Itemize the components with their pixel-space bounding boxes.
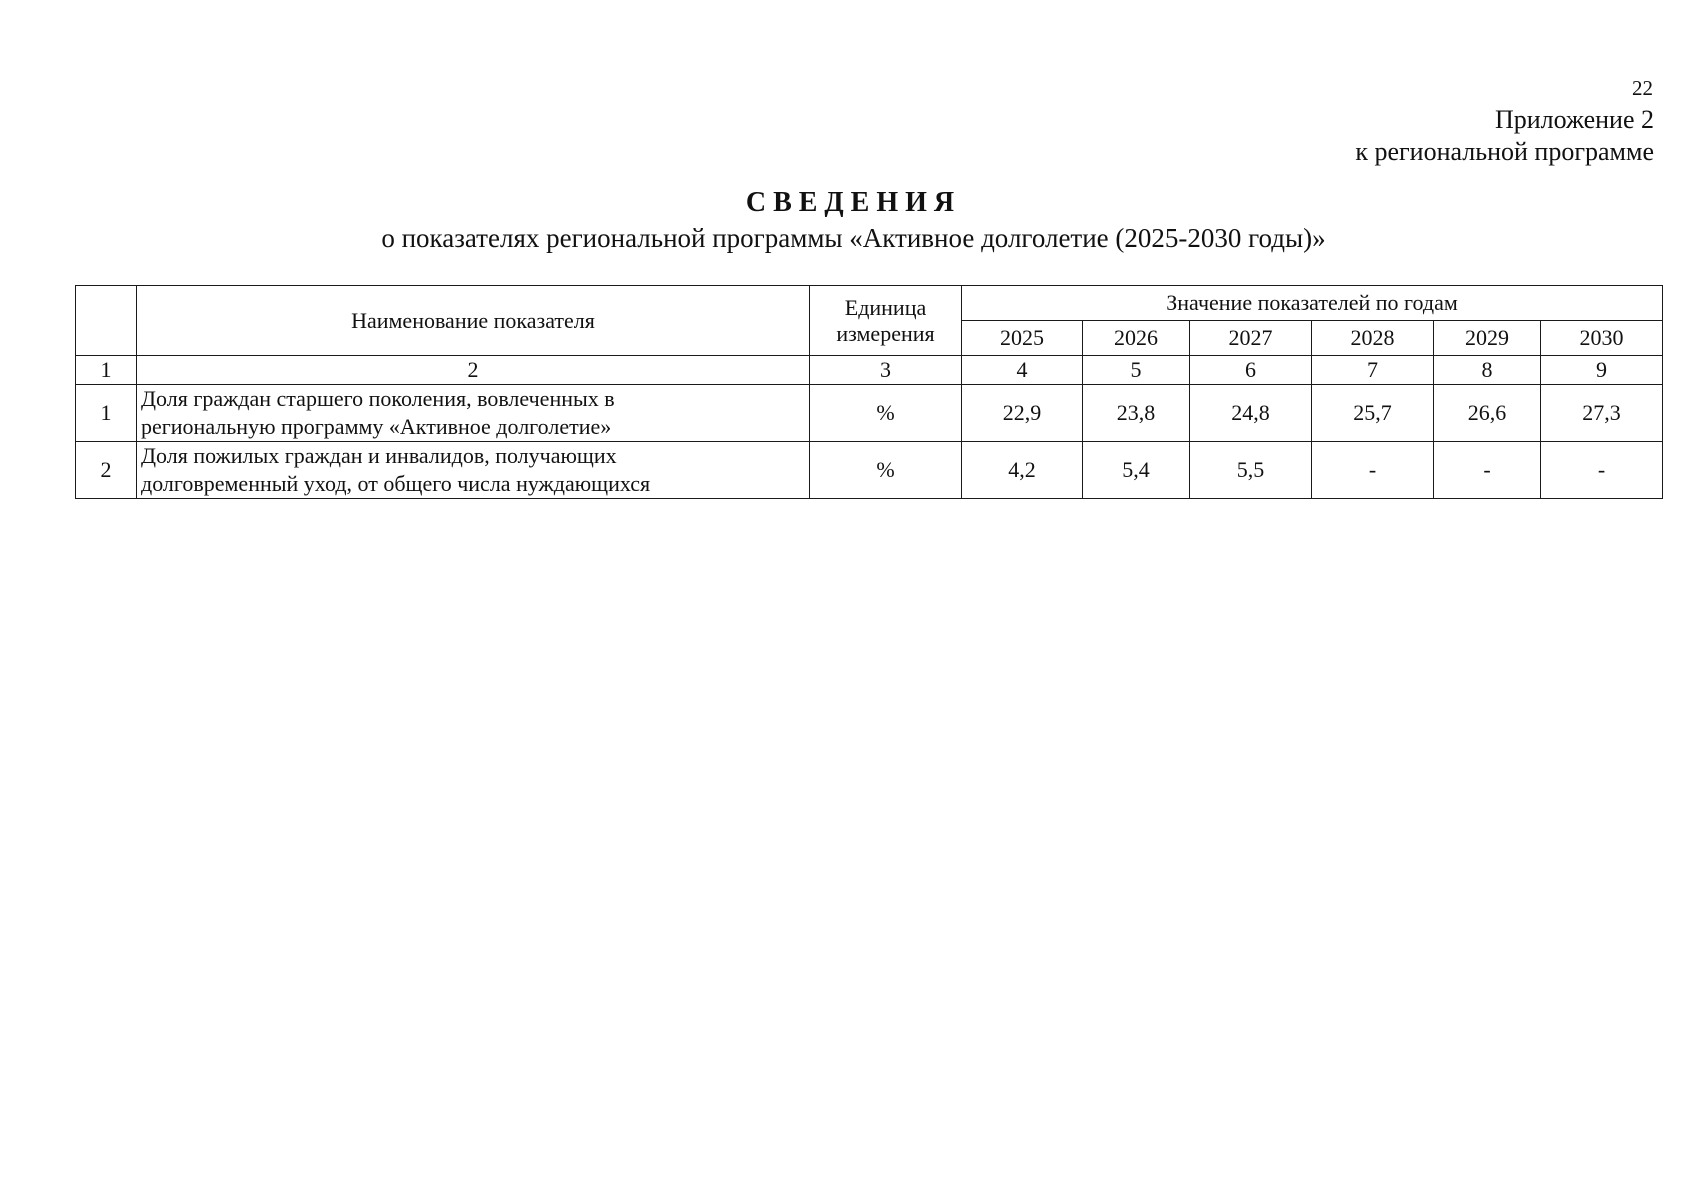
indicator-value: 26,6 xyxy=(1434,385,1541,442)
indicator-value: - xyxy=(1434,442,1541,499)
indicator-value: 5,4 xyxy=(1083,442,1190,499)
year-cell: 2028 xyxy=(1312,321,1434,356)
indicators-table xyxy=(75,285,1663,499)
column-number-cell: 9 xyxy=(1541,356,1663,385)
indicator-unit: % xyxy=(810,385,962,442)
column-number-cell: 5 xyxy=(1083,356,1190,385)
indicator-value: 27,3 xyxy=(1541,385,1663,442)
indicator-name-line-1: Доля граждан старшего поколения, вовлеченных в xyxy=(141,386,615,411)
year-cell: 2029 xyxy=(1434,321,1541,356)
table-row xyxy=(76,442,1663,499)
column-number-cell: 8 xyxy=(1434,356,1541,385)
document-subtitle: о показателях региональной программы «Активное долголетие (2025-2030 годы)» xyxy=(381,223,1326,253)
header-cell-number xyxy=(76,286,137,356)
table-row xyxy=(76,385,1663,442)
indicator-unit: % xyxy=(810,442,962,499)
appendix-line-1: Приложение 2 xyxy=(1494,105,1654,134)
header-unit-line-2: измерения xyxy=(836,320,935,346)
appendix-line-2: к региональной программе xyxy=(1355,137,1654,166)
column-number-cell: 4 xyxy=(962,356,1083,385)
indicator-value: 4,2 xyxy=(962,442,1083,499)
header-row xyxy=(76,286,1663,321)
header-cell-unit xyxy=(810,286,962,356)
year-cell: 2025 xyxy=(962,321,1083,356)
indicator-name-line-1: Доля пожилых граждан и инвалидов, получающих xyxy=(141,443,617,468)
indicator-value: - xyxy=(1541,442,1663,499)
indicator-name-line-2: региональную программу «Активное долголетие» xyxy=(141,414,612,439)
indicator-value: 24,8 xyxy=(1190,385,1312,442)
row-number: 1 xyxy=(76,385,137,442)
indicator-value: - xyxy=(1312,442,1434,499)
column-number-cell: 6 xyxy=(1190,356,1312,385)
column-numbers-row xyxy=(76,356,1663,385)
year-cell: 2030 xyxy=(1541,321,1663,356)
page-number: 22 xyxy=(1632,76,1653,100)
indicator-name xyxy=(137,385,810,442)
header-cell-values: Значение показателей по годам xyxy=(962,286,1663,321)
header-unit-line-1: Единица xyxy=(844,294,927,320)
column-number-cell: 1 xyxy=(76,356,137,385)
document-title: СВЕДЕНИЯ xyxy=(745,187,962,218)
column-number-cell: 7 xyxy=(1312,356,1434,385)
column-number-cell: 2 xyxy=(137,356,810,385)
indicator-value: 25,7 xyxy=(1312,385,1434,442)
header-cell-name: Наименование показателя xyxy=(137,286,810,356)
indicator-value: 23,8 xyxy=(1083,385,1190,442)
indicator-name-line-2: долговременный уход, от общего числа нуждающихся xyxy=(141,471,651,496)
year-cell: 2027 xyxy=(1190,321,1312,356)
appendix-caption xyxy=(1355,104,1654,168)
indicator-name xyxy=(137,442,810,499)
year-cell: 2026 xyxy=(1083,321,1190,356)
indicator-value: 22,9 xyxy=(962,385,1083,442)
indicator-value: 5,5 xyxy=(1190,442,1312,499)
row-number: 2 xyxy=(76,442,137,499)
column-number-cell: 3 xyxy=(810,356,962,385)
